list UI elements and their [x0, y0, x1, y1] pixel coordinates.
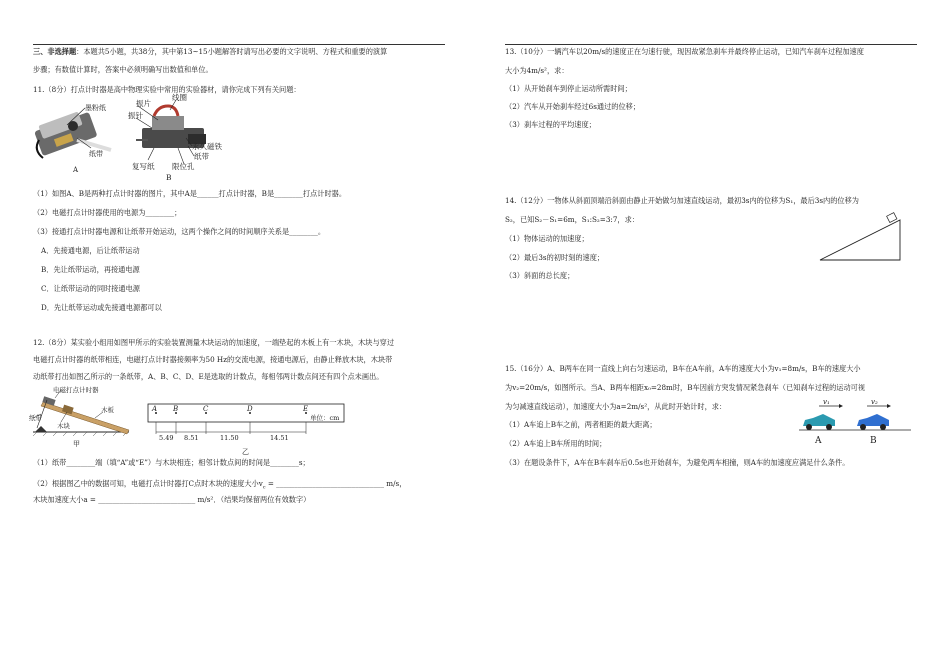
- caption-jia: 甲: [73, 440, 80, 448]
- q11-part2: （2）电磁打点计时器使用的电源为________；: [33, 208, 182, 217]
- tape-unit: 单位：cm: [310, 414, 340, 422]
- q15-line3: 为匀减速直线运动），加速度大小为a=2m/s²，从此时开始计时，求：: [505, 402, 727, 411]
- label-b-magnet: 永久磁铁: [192, 142, 222, 151]
- incline-block: [887, 213, 897, 223]
- right-top-rule: [505, 44, 917, 45]
- label-b-coil: 线圈: [172, 93, 187, 102]
- label-b-copy: 复写纸: [132, 162, 155, 171]
- tape-label-e: E: [303, 405, 309, 413]
- label-v2: v₂: [871, 398, 878, 406]
- label-b-name: B: [166, 173, 172, 182]
- label-v1: v₁: [823, 398, 830, 406]
- q12-figure-yi: [148, 400, 348, 456]
- q12-line3: 动纸带打出如图乙所示的一条纸带，A、B、C、D、E是选取的计数点，每相邻两计数点间还有四个点未画出。: [33, 372, 384, 381]
- q13-item3: （3）刹车过程的平均速度；: [505, 120, 596, 129]
- label-b-plate: 振片: [136, 99, 151, 108]
- q13-item1: （1）从开始刹车到停止运动所需时间；: [505, 84, 632, 93]
- q11-option-c: C．让纸带运动的同时接通电源: [41, 284, 140, 293]
- q14-line1: 14.（12分）一物体从斜面顶端沿斜面由静止开始做匀加速直线运动，最初3s内的位移为S₁，最后3s内的位移为: [505, 196, 859, 205]
- label-jia-timer: 电磁打点计时器: [53, 386, 99, 394]
- q14-line2: S₂，已知S₂－S₁=6m，S₁:S₂=3:7，求：: [505, 215, 639, 224]
- label-a-name: A: [73, 166, 79, 174]
- q12-part2a: [33, 479, 406, 491]
- q13-item2: （2）汽车从开始刹车经过6s通过的位移；: [505, 102, 641, 111]
- car-a: [803, 414, 835, 430]
- q15-line1: 15.（16分）A、B两车在同一直线上向右匀速运动，B车在A车前，A车的速度大小为v₁=8m/s，B车的速度大小: [505, 364, 861, 373]
- section-intro-line2: 步骤；有数值计算时，答案中必须明确写出数值和单位。: [33, 65, 213, 74]
- q14-item2: （2）最后3s的初时刻的速度；: [505, 253, 605, 262]
- segment-de: 14.51: [270, 434, 289, 442]
- label-jia-board: 木板: [101, 406, 114, 414]
- tape-label-d: D: [247, 405, 253, 413]
- tape-label-a: A: [152, 405, 158, 413]
- q11-figure-a: [33, 100, 123, 175]
- q13-line1: 13.（10分）一辆汽车以20m/s的速度正在匀速行驶，现因故紧急刹车并最终停止运动，已知汽车刹车过程加速度: [505, 47, 864, 56]
- tape-label-b: B: [173, 405, 179, 413]
- label-b-tape: 纸带: [194, 152, 209, 161]
- label-a-paper: 墨粉纸: [85, 104, 106, 112]
- section-heading: 三、非选择题: [33, 47, 77, 56]
- q15-cars-figure: [795, 398, 915, 448]
- q12-part2a-end: = ______________________________ m/s，: [265, 479, 407, 488]
- q11-stem: 11.（8分）打点计时器是高中物理实验中常用的实验器材，请你完成下列有关问题：: [33, 85, 301, 94]
- q11-part3: （3）接通打点计时器电源和让纸带开始运动，这两个操作之间的时间顺序关系是________。: [33, 227, 326, 236]
- q15-item2: （2）A车追上B车所用的时间；: [505, 439, 607, 448]
- label-b-hole: 限位孔: [172, 162, 195, 171]
- label-a-tape: 纸带: [89, 150, 103, 158]
- q12-part2b: 木块加速度大小a = ___________________________ m/s²．（结果均保留两位有效数字）: [33, 495, 311, 504]
- q15-item1: （1）A车追上B车之前，两者相距的最大距离；: [505, 420, 657, 429]
- segment-ab: 5.49: [159, 434, 174, 442]
- label-car-a: A: [815, 436, 822, 446]
- caption-yi: 乙: [242, 448, 249, 456]
- q15-item3: （3）在题设条件下，A车在B车刹车后0.5s也开始刹车，为避免两车相撞，则A车的加速度应满足什么条件。: [505, 458, 850, 467]
- q11-option-b: B．先让纸带运动，再接通电源: [41, 265, 140, 274]
- left-top-rule: [33, 44, 445, 45]
- q12-part2a-sub: c: [262, 484, 266, 491]
- q12-figure-jia: [29, 386, 143, 450]
- car-b: [857, 414, 889, 430]
- q14-incline-figure: [818, 212, 908, 264]
- q15-line2: 为v₂=20m/s，如图所示。当A、B两车相距x₀=28m时，B车因前方突发情况紧急刹车（已知刹车过程的运动可视: [505, 383, 866, 392]
- q11-part1: （1）如图A、B是两种打点计时器的图片，其中A是______打点计时器，B是________打点计时器。: [33, 189, 347, 198]
- q12-part2a-text: （2）根据图乙中的数据可知，电磁打点计时器打C点时木块的速度大小v: [33, 479, 263, 488]
- section-intro-line1: [33, 47, 387, 56]
- label-b-needle: 振针: [128, 111, 143, 120]
- tape-label-c: C: [203, 405, 209, 413]
- label-jia-tape: 纸带: [29, 414, 42, 422]
- label-jia-block: 木块: [57, 422, 70, 430]
- q11-option-d: D．先让纸带运动或先接通电源都可以: [41, 303, 162, 312]
- q14-item3: （3）斜面的总长度；: [505, 271, 575, 280]
- q12-part1: （1）纸带________端（填“A”或“E”）与木块相连；相邻计数点间的时间是________s；: [33, 458, 310, 467]
- q12-line2: 电磁打点计时器的纸带相连，电磁打点计时器接频率为50 Hz的交流电源，接通电源后，由静止释放木块，木块带: [33, 355, 393, 364]
- q12-line1: 12.（8分）某实验小组用如图甲所示的实验装置测量木块运动的加速度，一端垫起的木板上有一木块，木块与穿过: [33, 338, 395, 347]
- segment-cd: 11.50: [220, 434, 239, 442]
- q14-item1: （1）物体运动的加速度；: [505, 234, 589, 243]
- section-intro-a: ：本题共5小题，共38分，其中第13~15小题解答时请写出必要的文字说明、方程式和重要的演算: [76, 47, 388, 56]
- q11-option-a: A．先接通电源，后让纸带运动: [41, 246, 140, 255]
- q13-line2: 大小为4m/s²，求：: [505, 66, 569, 75]
- q11-figure-b: [128, 94, 238, 184]
- segment-bc: 8.51: [184, 434, 199, 442]
- label-car-b: B: [870, 436, 877, 446]
